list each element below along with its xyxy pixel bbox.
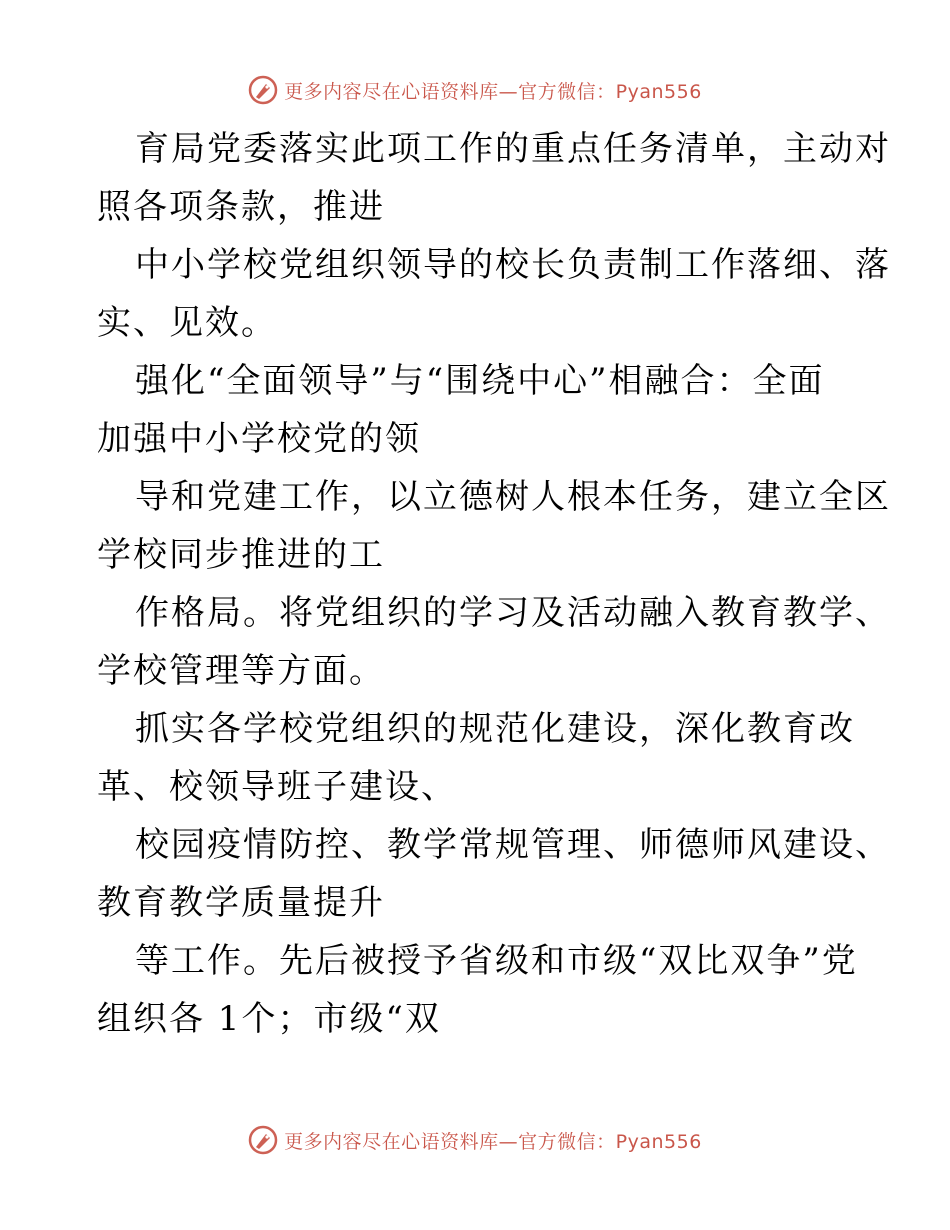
watermark-text: 更多内容尽在心语资料库—官方微信：Pyan556 — [284, 80, 702, 103]
pen-nib-logo-icon — [248, 1125, 278, 1155]
watermark-text: 更多内容尽在心语资料库—官方微信：Pyan556 — [284, 1130, 702, 1153]
paragraph-line: 学校同步推进的工 — [97, 535, 385, 575]
paragraph-line: 学校管理等方面。 — [97, 651, 385, 691]
paragraph-line: 实、见效。 — [97, 303, 277, 343]
paragraph-line: 革、校领导班子建设、 — [97, 767, 457, 807]
paragraph-line: 照各项条款，推进 — [97, 187, 385, 227]
paragraph-line: 作格局。将党组织的学习及活动融入教育教学、 — [135, 593, 891, 633]
paragraph-line: 加强中小学校党的领 — [97, 419, 421, 459]
paragraph-line: 等工作。先后被授予省级和市级“双比双争”党 — [135, 941, 858, 981]
footer-watermark — [0, 1120, 950, 1160]
header-watermark — [0, 70, 950, 110]
paragraph-line: 强化“全面领导”与“围绕中心”相融合：全面 — [135, 361, 825, 401]
paragraph-line: 校园疫情防控、教学常规管理、师德师风建设、 — [135, 825, 891, 865]
paragraph-line: 中小学校党组织领导的校长负责制工作落细、落 — [135, 245, 891, 285]
paragraph-line: 教育教学质量提升 — [97, 883, 385, 923]
paragraph-line: 育局党委落实此项工作的重点任务清单，主动对 — [135, 129, 891, 169]
pen-nib-logo-icon — [248, 75, 278, 105]
document-body — [97, 120, 891, 1048]
paragraph-line: 组织各 1个；市级“双 — [97, 999, 441, 1039]
paragraph-line: 抓实各学校党组织的规范化建设，深化教育改 — [135, 709, 855, 749]
paragraph-line: 导和党建工作，以立德树人根本任务，建立全区 — [135, 477, 891, 517]
